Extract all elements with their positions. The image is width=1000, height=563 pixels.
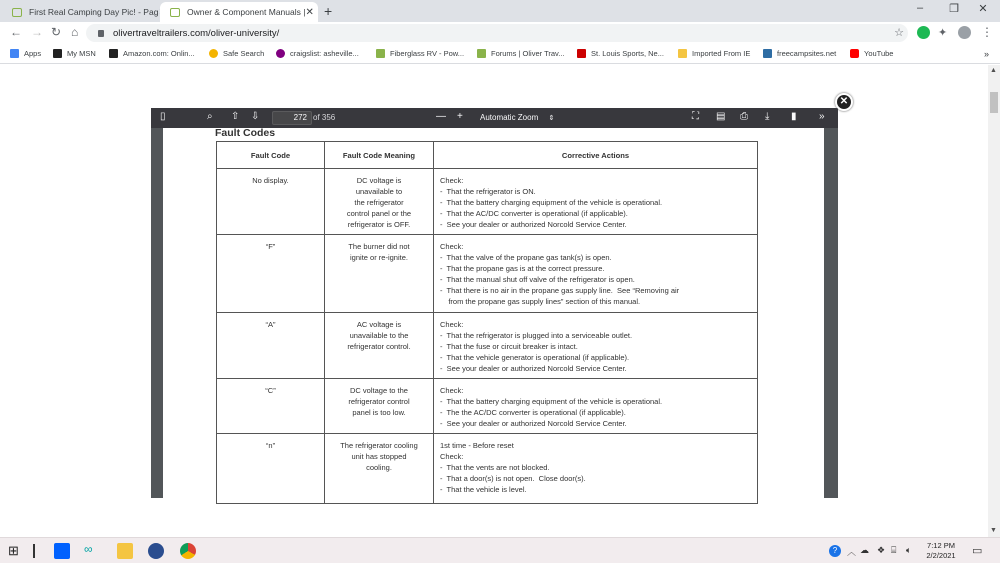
stl-icon: [577, 49, 586, 58]
fault-code-cell: “F”: [217, 235, 325, 313]
oliver-favicon-icon: [170, 8, 180, 17]
presentation-mode-icon[interactable]: ⛶: [692, 111, 699, 122]
table-row: [217, 313, 758, 379]
close-window-button[interactable]: ✕: [978, 3, 988, 15]
menu-dots-icon[interactable]: ⋮: [981, 25, 993, 39]
onedrive-icon[interactable]: ☁: [860, 545, 869, 555]
clock-date: 2/2/2021: [926, 551, 956, 560]
campsite-icon: [763, 49, 772, 58]
bookmark-my-msn[interactable]: [53, 49, 96, 58]
bookmark-star-icon[interactable]: ☆: [894, 27, 904, 39]
column-header: Fault Code: [217, 142, 325, 169]
peace-sign-icon: [276, 49, 285, 58]
msn-icon: [53, 49, 62, 58]
bookmark-forums-oliver[interactable]: [477, 49, 564, 58]
next-page-icon[interactable]: ⇩: [251, 111, 260, 122]
zoom-value: Automatic Zoom: [480, 113, 539, 122]
bookmark-label: Amazon.com: Onlin...: [123, 49, 195, 58]
new-tab-button[interactable]: +: [324, 3, 333, 19]
fault-code-cell: “C”: [217, 379, 325, 434]
pdf-page: [163, 128, 824, 498]
zoom-in-icon[interactable]: +: [457, 111, 463, 122]
forward-arrow-icon[interactable]: →: [31, 25, 43, 39]
bookmark-imported-from-ie[interactable]: [678, 49, 750, 58]
rv-icon: [376, 49, 385, 58]
folder-icon: [678, 49, 687, 58]
home-icon[interactable]: ⌂: [71, 25, 79, 39]
bookmark-st-louis-sports[interactable]: [577, 49, 664, 58]
chrome-icon[interactable]: [180, 543, 196, 559]
tab-strip: [0, 0, 1000, 22]
show-hidden-icons-icon[interactable]: ︿: [847, 547, 857, 557]
corrective-actions-cell: Check: - That the valve of the propane gas tank(s) is open. - That the propane gas is at the correct pressure. - That the manual shut off valve of the refrigerator is open. - That there is no air in the propane gas supply line. See “Removing air from the propane gas supply lines” section of this manual.: [434, 235, 758, 313]
fault-code-cell: “n”: [217, 434, 325, 504]
oliver-favicon-icon: [477, 49, 486, 58]
minimize-button[interactable]: –: [916, 2, 924, 14]
extension-green-icon[interactable]: [917, 26, 930, 39]
page-scrollbar[interactable]: [988, 65, 1000, 537]
windows-taskbar: [0, 537, 1000, 563]
extensions-puzzle-icon[interactable]: ✦: [938, 27, 948, 39]
bookmark-craigslist[interactable]: [276, 49, 359, 58]
bookmark-label: St. Louis Sports, Ne...: [591, 49, 664, 58]
task-view-icon[interactable]: [33, 544, 35, 558]
volume-icon[interactable]: 🔈︎: [906, 545, 912, 555]
corrective-actions-cell: Check: - That the refrigerator is plugged into a serviceable outlet. - That the fuse or circuit breaker is intact. - That the vehicle generator is operational (if applicable). - See your dealer or authorized Norcold Service Center.: [434, 313, 758, 379]
bookmark-label: YouTube: [864, 49, 894, 58]
pdf-viewer: [151, 108, 838, 498]
print-icon[interactable]: ⎙: [740, 111, 748, 122]
bookmark-label: Imported From IE: [692, 49, 751, 58]
tab-close-icon[interactable]: ✕: [305, 6, 314, 18]
bookmark-label: Fiberglass RV - Pow...: [390, 49, 465, 58]
previous-page-icon[interactable]: ⇧: [231, 111, 240, 122]
fault-code-cell: No display.: [217, 169, 325, 235]
infinity-app-icon[interactable]: ∞: [84, 542, 93, 556]
scroll-down-icon[interactable]: ▼: [990, 527, 997, 534]
pdf-toolbar: [151, 108, 838, 128]
file-explorer-icon[interactable]: [117, 543, 133, 559]
taskbar-clock[interactable]: [920, 541, 962, 561]
apps-grid-icon: [10, 49, 19, 58]
open-file-icon[interactable]: ▤: [716, 111, 726, 122]
address-bar[interactable]: [86, 24, 908, 42]
column-header: Corrective Actions: [434, 142, 758, 169]
tab-title: First Real Camping Day Pic! - Pag: [29, 7, 159, 17]
section-heading: Fault Codes: [215, 127, 276, 139]
corrective-actions-cell: Check: - That the refrigerator is ON. - That the battery charging equipment of the vehicle is operational. - That the AC/DC converter is operational (if applicable). - See your dealer or authorized Norcold Service Center.: [434, 169, 758, 235]
page-count: of 356: [313, 113, 336, 122]
bookmark-fiberglass-rv[interactable]: [376, 49, 464, 58]
table-row: [217, 434, 758, 504]
bookmark-label: freecampsites.net: [777, 49, 837, 58]
table-row: [217, 379, 758, 434]
fault-meaning-cell: AC voltage is unavailable to the refrigerator control.: [325, 313, 434, 379]
dropbox-icon[interactable]: [54, 543, 70, 559]
fault-meaning-cell: The refrigerator cooling unit has stopped cooling.: [325, 434, 434, 504]
download-icon[interactable]: ⤓: [765, 111, 770, 122]
tools-menu-icon[interactable]: »: [819, 111, 825, 122]
oliver-favicon-icon: [12, 8, 22, 17]
restore-button[interactable]: ❐: [949, 3, 959, 15]
fault-meaning-cell: DC voltage to the refrigerator control panel is too low.: [325, 379, 434, 434]
browser-toolbar: [0, 22, 1000, 44]
amazon-icon: [109, 49, 118, 58]
bookmark-freecampsites[interactable]: [763, 49, 836, 58]
corrective-actions-cell: Check: - That the battery charging equipment of the vehicle is operational. - The the AC/DC converter is operational (if applicable). - See your dealer or authorized Norcold Service Center.: [434, 379, 758, 434]
table-row: [217, 169, 758, 235]
sidebar-toggle-icon[interactable]: ▯: [160, 111, 166, 122]
url-text: olivertraveltrailers.com/oliver-university/: [113, 27, 280, 39]
bookmarks-overflow-button[interactable]: »: [984, 49, 990, 59]
bookmark-youtube[interactable]: [850, 49, 893, 58]
corrective-actions-cell: 1st time - Before reset Check: - That the vents are not blocked. - That a door(s) is not open. Close door(s). - That the vehicle is level.: [434, 434, 758, 504]
bookmark-label: Forums | Oliver Trav...: [491, 49, 565, 58]
bookmark-amazon[interactable]: [109, 49, 195, 58]
fault-codes-table: [216, 141, 758, 504]
profile-avatar-icon[interactable]: [958, 26, 971, 39]
tab-owner-manuals[interactable]: [160, 2, 318, 22]
windows-start-icon[interactable]: ⊞: [8, 543, 19, 558]
network-icon[interactable]: ⌸: [891, 545, 897, 555]
bookmark-icon[interactable]: ▮: [791, 111, 797, 122]
column-header: Fault Code Meaning: [325, 142, 434, 169]
zoom-select[interactable]: [476, 111, 561, 125]
table-header-row: [217, 142, 758, 169]
youtube-icon: [850, 49, 859, 58]
reload-icon[interactable]: ↻: [51, 25, 62, 39]
table-row: [217, 235, 758, 313]
fault-meaning-cell: DC voltage is unavailable to the refrigerator control panel or the refrigerator is OFF.: [325, 169, 434, 235]
bookmark-label: craigslist: asheville...: [290, 49, 359, 58]
bookmark-apps[interactable]: [10, 49, 41, 58]
find-icon[interactable]: ⌕: [207, 111, 213, 122]
lock-icon: [98, 30, 104, 37]
scrollbar-thumb[interactable]: [990, 92, 998, 113]
help-icon[interactable]: ?: [829, 545, 841, 557]
select-arrow-icon: ⇕: [548, 115, 555, 122]
page-number-input[interactable]: 272: [272, 111, 312, 125]
bookmark-label: Safe Search: [223, 49, 265, 58]
bookmark-label: My MSN: [67, 49, 96, 58]
fault-code-cell: “A”: [217, 313, 325, 379]
zoom-out-icon[interactable]: —: [436, 111, 446, 122]
close-viewer-button[interactable]: ✕: [835, 93, 853, 111]
tab-title: Owner & Component Manuals |: [187, 7, 306, 17]
checkmark-icon: [209, 49, 218, 58]
back-arrow-icon[interactable]: ←: [10, 25, 22, 39]
scroll-up-icon[interactable]: ▲: [990, 67, 997, 74]
app-circle-icon[interactable]: [148, 543, 164, 559]
notifications-icon[interactable]: ▭: [972, 545, 983, 557]
bookmark-safe-search[interactable]: [209, 49, 264, 58]
tab-camping-forum[interactable]: [2, 2, 160, 22]
dropbox-tray-icon[interactable]: ❖: [877, 545, 886, 555]
bookmark-label: Apps: [24, 49, 42, 58]
clock-time: 7:12 PM: [927, 541, 955, 550]
fault-meaning-cell: The burner did not ignite or re-ignite.: [325, 235, 434, 313]
bookmarks-bar: [0, 44, 1000, 64]
